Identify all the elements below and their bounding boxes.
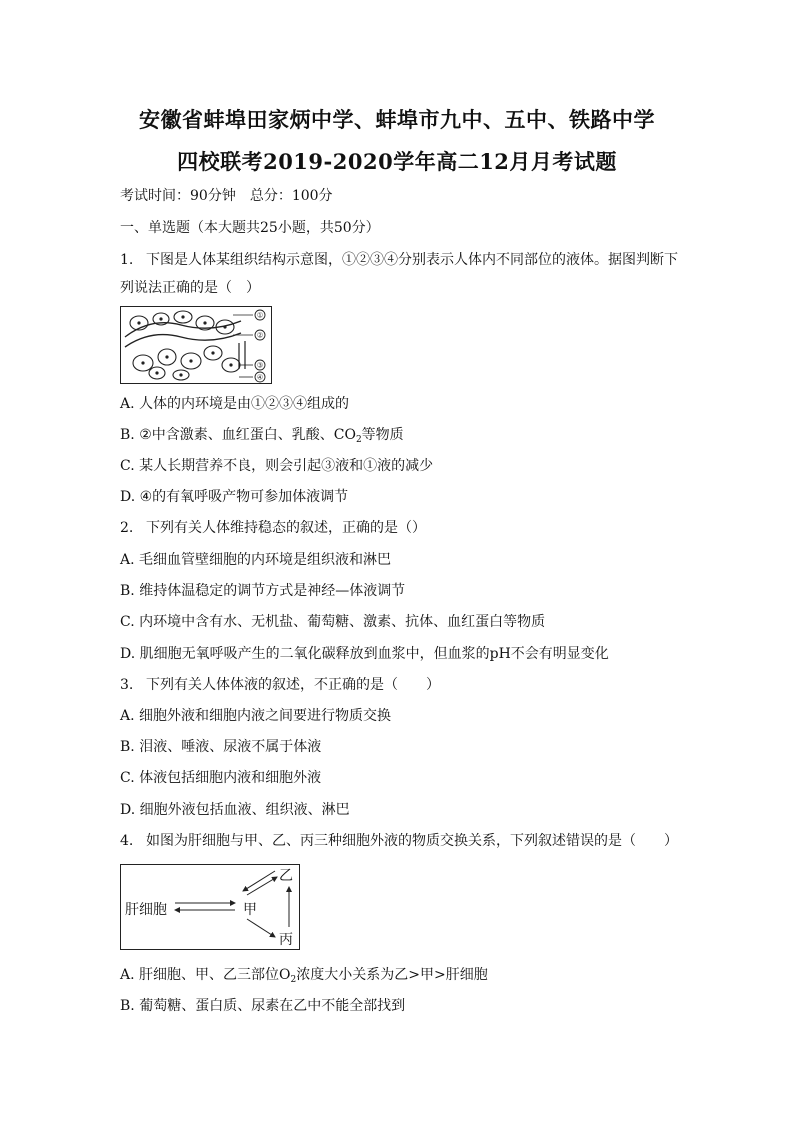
question-text: 下图是人体某组织结构示意图，①②③④分别表示人体内不同部位的液体。据图判断下 xyxy=(146,252,678,268)
q3-option-d: D. 细胞外液包括血液、组织液、淋巴 xyxy=(120,802,350,818)
question-number: 2. xyxy=(120,520,134,536)
question-1-stem-line1 xyxy=(120,250,678,270)
q4-option-a xyxy=(120,965,488,990)
question-text: 下列有关人体体液的叙述，不正确的是（ ） xyxy=(146,677,440,693)
label-liver-cell: 肝细胞 xyxy=(125,902,167,918)
question-number: 4. xyxy=(120,833,134,849)
q1-option-c: C. 某人长期营养不良，则会引起③液和①液的减少 xyxy=(120,458,434,474)
exam-info: 考试时间：90分钟 总分：100分 xyxy=(120,188,333,204)
document-title-line2: 四校联考2019-2020学年高二12月月考试题 xyxy=(177,149,617,174)
diagram-label-3: ③ xyxy=(256,361,264,370)
q2-option-c: C. 内环境中含有水、无机盐、葡萄糖、激素、抗体、血红蛋白等物质 xyxy=(120,614,546,630)
diagram-label-2: ② xyxy=(256,331,264,340)
section-heading: 一、单选题（本大题共25小题，共50分） xyxy=(120,220,380,236)
q4-option-b: B. 葡萄糖、蛋白质、尿素在乙中不能全部找到 xyxy=(120,998,406,1014)
q2-option-b: B. 维持体温稳定的调节方式是神经—体液调节 xyxy=(120,583,406,599)
question-2-stem xyxy=(120,518,426,538)
option-text: A. 肝细胞、甲、乙三部位O xyxy=(120,967,291,983)
q3-option-b: B. 泪液、唾液、尿液不属于体液 xyxy=(120,739,322,755)
tissue-diagram-drawing xyxy=(121,307,271,383)
q1-option-a: A. 人体的内环境是由①②③④组成的 xyxy=(120,396,350,412)
label-yi: 乙 xyxy=(279,868,293,884)
question-number: 1. xyxy=(120,252,134,268)
question-text: 下列有关人体维持稳态的叙述，正确的是（） xyxy=(146,520,426,536)
fluid-exchange-diagram xyxy=(120,864,300,950)
q1-option-d: D. ④的有氧呼吸产物可参加体液调节 xyxy=(120,489,349,505)
question-text: 如图为肝细胞与甲、乙、丙三种细胞外液的物质交换关系，下列叙述错误的是（ ） xyxy=(146,833,678,849)
option-text: 等物质 xyxy=(361,427,404,443)
exchange-arrows xyxy=(121,865,299,949)
option-text: 浓度大小关系为乙>甲>肝细胞 xyxy=(296,967,488,983)
q2-option-d: D. 肌细胞无氧呼吸产生的二氧化碳释放到血浆中，但血浆的pH不会有明显变化 xyxy=(120,646,609,662)
subscript: 2 xyxy=(290,975,297,985)
option-text: B. ②中含激素、血红蛋白、乳酸、CO xyxy=(120,427,356,443)
question-4-stem xyxy=(120,831,678,851)
question-1-stem-line2: 列说法正确的是（ ） xyxy=(120,280,260,296)
document-title-line1: 安徽省蚌埠田家炳中学、蚌埠市九中、五中、铁路中学 xyxy=(139,107,655,132)
question-number: 3. xyxy=(120,677,134,693)
q1-option-b xyxy=(120,425,404,450)
q3-option-c: C. 体液包括细胞内液和细胞外液 xyxy=(120,770,322,786)
diagram-label-1: ① xyxy=(256,311,264,320)
q2-option-a: A. 毛细血管壁细胞的内环境是组织液和淋巴 xyxy=(120,552,392,568)
label-jia: 甲 xyxy=(243,902,257,918)
subscript: 2 xyxy=(355,435,362,445)
q3-option-a: A. 细胞外液和细胞内液之间要进行物质交换 xyxy=(120,708,392,724)
diagram-label-4: ④ xyxy=(256,373,264,382)
label-bing: 丙 xyxy=(279,932,293,948)
tissue-structure-diagram xyxy=(120,306,272,384)
question-3-stem xyxy=(120,675,440,695)
